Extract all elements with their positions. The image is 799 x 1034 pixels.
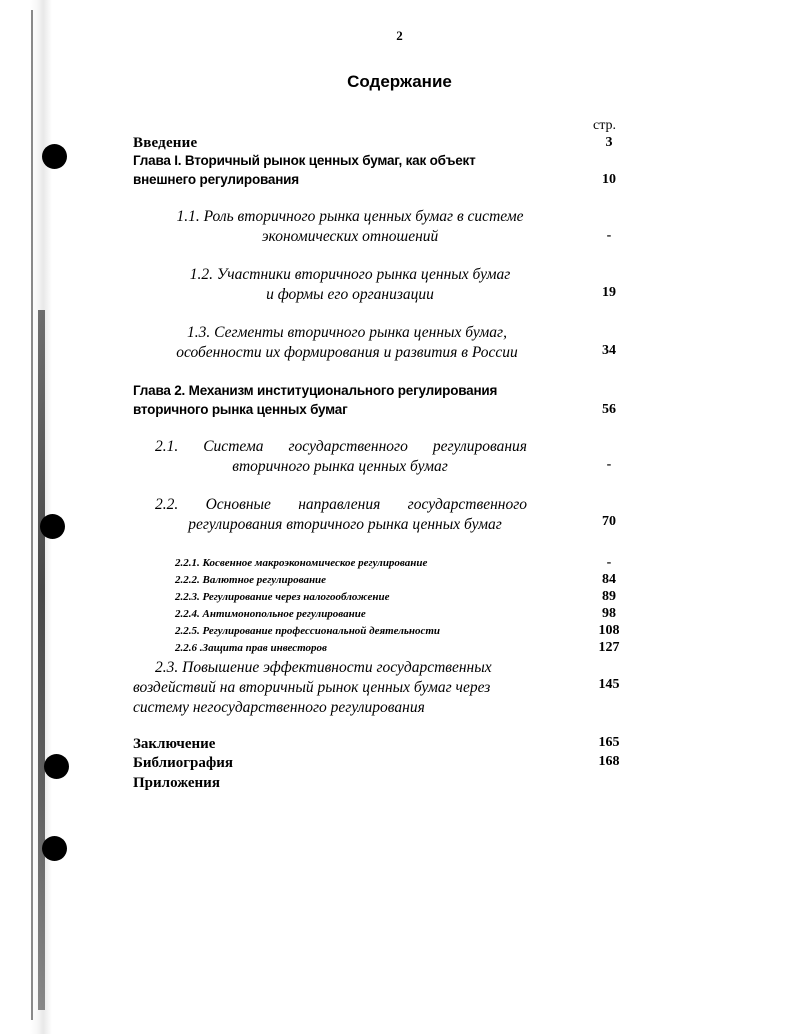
toc-subsection-2-2-6-page: 127: [598, 640, 620, 655]
toc-subsection-2-2-3-page: 89: [602, 589, 616, 604]
toc-chapter1-line1: Глава I. Вторичный рынок ценных бумаг, как объект: [133, 153, 476, 168]
toc-section-1-3-line1: 1.3. Сегменты вторичного рынка ценных бумаг,: [187, 324, 507, 341]
page-column-header: стр.: [593, 118, 617, 133]
toc-chapter1-line2: внешнего регулирования: [133, 172, 299, 187]
toc-conclusion-label: Заключение: [133, 736, 216, 752]
toc-section-2-2-line2: регулирования вторичного рынка ценных бумаг: [188, 516, 502, 533]
toc-section-2-1-page: -: [606, 457, 612, 472]
toc-chapter1-page: 10: [602, 172, 616, 187]
toc-section-1-1-line2: экономических отношений: [261, 228, 439, 245]
toc-chapter2-line1: Глава 2. Механизм институционального регулирования: [133, 383, 498, 398]
toc-section-1-2-page: 19: [602, 285, 616, 300]
toc-chapter2-line2: вторичного рынка ценных бумаг: [133, 402, 348, 417]
toc-section-1-1-page: -: [606, 228, 612, 243]
toc-appendices-label: Приложения: [133, 775, 220, 791]
toc-section-1-2-line1: 1.2. Участники вторичного рынка ценных бумаг: [189, 266, 511, 283]
toc-section-2-2-page: 70: [602, 514, 616, 529]
punch-hole-icon: [42, 144, 67, 169]
toc-subsection-2-2-4-page: 98: [602, 606, 616, 621]
toc-conclusion-page: 165: [598, 735, 620, 750]
toc-bibliography-page: 168: [598, 754, 620, 769]
toc-subsection-2-2-6: 2.2.6 .Защита прав инвесторов: [175, 642, 327, 654]
toc-subsection-2-2-1-page: -: [606, 555, 612, 570]
punch-hole-icon: [44, 754, 69, 779]
toc-intro-label: Введение: [133, 135, 198, 151]
toc-section-2-2-line1: 2.2. Основные направления государственного: [155, 496, 527, 513]
toc-section-1-1-line1: 1.1. Роль вторичного рынка ценных бумаг в системе: [176, 208, 524, 225]
toc-subsection-2-2-5-page: 108: [598, 623, 620, 638]
toc-intro-page: 3: [605, 135, 613, 150]
page-number: 2: [396, 28, 403, 43]
scan-edge-dark-band: [38, 310, 45, 1010]
toc-section-1-3-line2: особенности их формирования и развития в России: [176, 344, 518, 361]
toc-section-2-3-page: 145: [598, 677, 620, 692]
toc-chapter2-page: 56: [602, 402, 616, 417]
toc-section-2-3-line2: воздействий на вторичный рынок ценных бумаг через: [133, 679, 491, 696]
toc-subsection-2-2-2: 2.2.2. Валютное регулирование: [175, 574, 327, 586]
toc-bibliography-label: Библиография: [133, 755, 234, 771]
toc-section-2-3-line3: систему негосударственного регулирования: [133, 699, 425, 716]
punch-hole-icon: [42, 836, 67, 861]
toc-section-1-3-page: 34: [602, 343, 616, 358]
toc-subsection-2-2-4: 2.2.4. Антимонопольное регулирование: [175, 608, 366, 620]
punch-hole-icon: [40, 514, 65, 539]
toc-subsection-2-2-2-page: 84: [602, 572, 616, 587]
toc-section-2-1-line1: 2.1. Система государственного регулирования: [155, 438, 527, 455]
scan-edge-line: [31, 10, 33, 1020]
toc-section-1-2-line2: и формы его организации: [266, 286, 434, 303]
toc-subsection-2-2-3: 2.2.3. Регулирование через налогообложение: [175, 591, 390, 603]
toc-section-2-3-line1: 2.3. Повышение эффективности государственных: [155, 659, 492, 676]
page-title: Содержание: [347, 72, 452, 91]
toc-subsection-2-2-5: 2.2.5. Регулирование профессиональной деятельности: [175, 625, 441, 637]
toc-section-2-1-line2: вторичного рынка ценных бумаг: [232, 458, 448, 475]
toc-subsection-2-2-1: 2.2.1. Косвенное макроэкономическое регулирование: [175, 557, 428, 569]
